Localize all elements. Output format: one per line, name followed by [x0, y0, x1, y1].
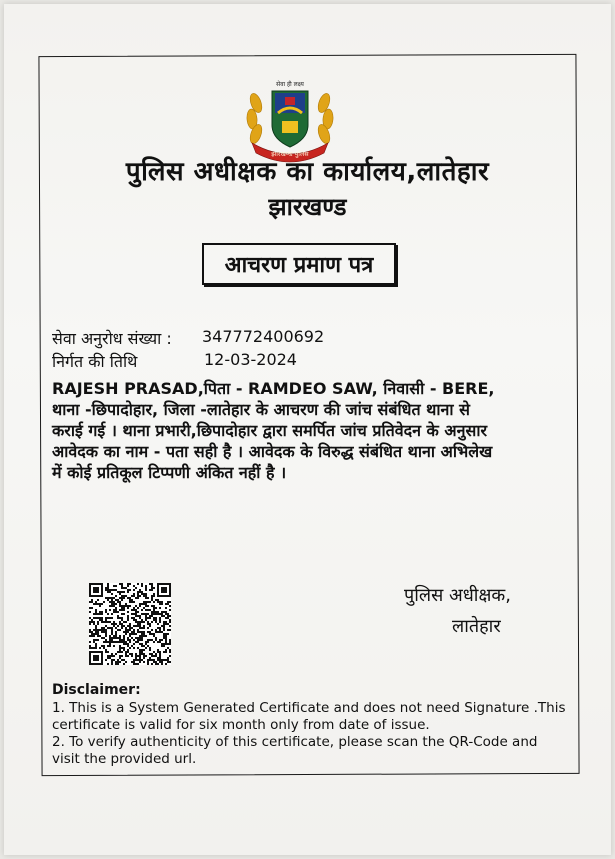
disclaimer-heading: Disclaimer:	[52, 682, 141, 698]
disclaimer-line: 1. This is a System Generated Certificate and does not need Signature .This	[52, 700, 566, 716]
body-line: में कोई प्रतिकूल टिप्पणी अंकित नहीं है ।	[52, 463, 287, 482]
certificate-title-box	[202, 243, 396, 285]
disclaimer-line: certificate is valid for six month only from date of issue.	[52, 717, 430, 733]
office-title: पुलिस अधीक्षक का कार्यालय,लातेहार	[125, 157, 490, 187]
body-line: RAJESH PRASAD,पिता - RAMDEO SAW, निवासी - BERE,	[52, 379, 495, 398]
certificate-body	[52, 378, 572, 483]
issue-date-label: निर्गत की तिथि	[52, 352, 138, 371]
request-number-row	[52, 327, 325, 349]
logo-banner-text: झारखण्ड पुलिस	[271, 150, 309, 158]
logo-motto: सेवा ही लक्ष्य	[276, 81, 304, 88]
body-line: कराई गई । थाना प्रभारी,छिपादोहार द्वारा समर्पित जांच प्रतिवेदन के अनुसार	[52, 421, 488, 440]
request-number-label: सेवा अनुरोध संख्या :	[52, 329, 172, 348]
verification-qr-code[interactable]	[89, 583, 171, 665]
state-title: झारखण्ड	[268, 193, 347, 221]
signatory-designation: पुलिस अधीक्षक,	[404, 585, 511, 606]
issue-date-row	[52, 350, 297, 372]
body-line: थाना -छिपादोहार, जिला -लातेहार के आचरण की जांच संबंधित थाना से	[52, 400, 470, 419]
disclaimer-line: 2. To verify authenticity of this certificate, please scan the QR-Code and	[52, 734, 538, 750]
body-line: आवेदक का नाम - पता सही है । आवेदक के विरुद्ध संबंधित थाना अभिलेख	[52, 442, 493, 461]
issue-date-value: 12-03-2024	[204, 350, 297, 369]
certificate-title: आचरण प्रमाण पत्र	[224, 253, 374, 278]
disclaimer-line: visit the provided url.	[52, 751, 197, 767]
signatory-place: लातेहार	[452, 616, 501, 637]
request-number-value: 347772400692	[202, 327, 325, 346]
jharkhand-police-emblem-icon	[242, 73, 338, 163]
